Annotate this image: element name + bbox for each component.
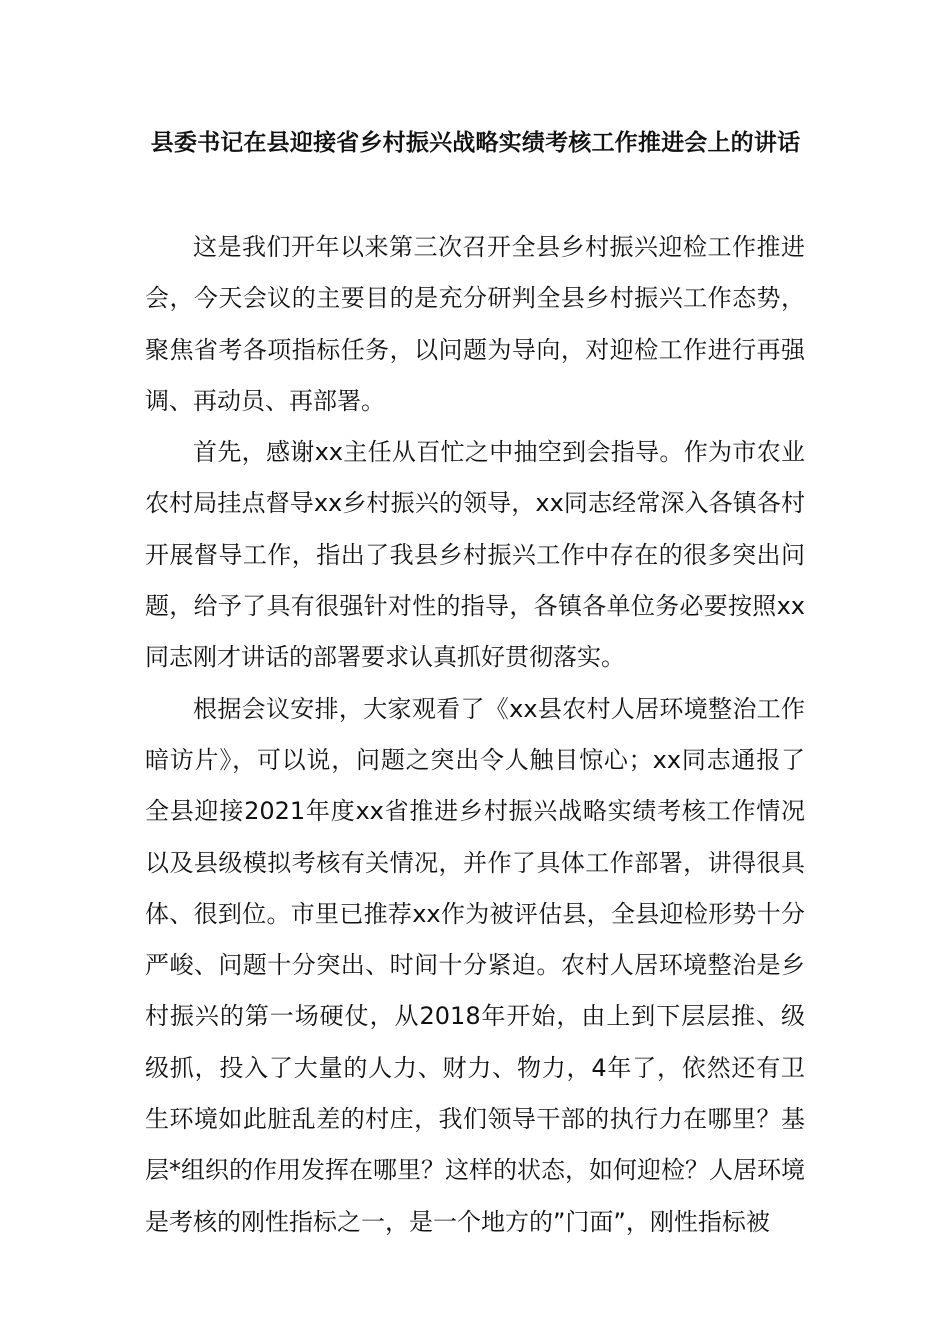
document-body xyxy=(145,222,805,1248)
document-title: 县委书记在县迎接省乡村振兴战略实绩考核工作推进会上的讲话 xyxy=(150,130,801,156)
paragraph-2: 首先，感谢xx主任从百忙之中抽空到会指导。作为市农业农村局挂点督导xx乡村振兴的领导，xx同志经常深入各镇各村开展督导工作，指出了我县乡村振兴工作中存在的很多突出问题，给予了具有很强针对性的指导，各镇各单位务必要按照xx同志刚才讲话的部署要求认真抓好贯彻落实。 xyxy=(145,438,805,672)
paragraph-3: 根据会议安排，大家观看了《xx县农村人居环境整治工作暗访片》，可以说，问题之突出令人触目惊心；xx同志通报了全县迎接2021年度xx省推进乡村振兴战略实绩考核工作情况以及县级模拟考核有关情况，并作了具体工作部署，讲得很具体、很到位。市里已推荐xx作为被评估县，全县迎检形势十分严峻、问题十分突出、时间十分紧迫。农村人居环境整治是乡村振兴的第一场硬仗，从2018年开始，由上到下层层推、级级抓，投入了大量的人力、财力、物力，4年了，依然还有卫生环境如此脏乱差的村庄，我们领导干部的执行力在哪里？基层*组织的作用发挥在哪里？这样的状态，如何迎检？人居环境是考核的刚性指标之一，是一个地方的”门面”，刚性指标被 xyxy=(145,694,805,1236)
paragraph-1: 这是我们开年以来第三次召开全县乡村振兴迎检工作推进会，今天会议的主要目的是充分研判全县乡村振兴工作态势，聚焦省考各项指标任务，以问题为导向，对迎检工作进行再强调、再动员、再部署。 xyxy=(145,233,805,415)
